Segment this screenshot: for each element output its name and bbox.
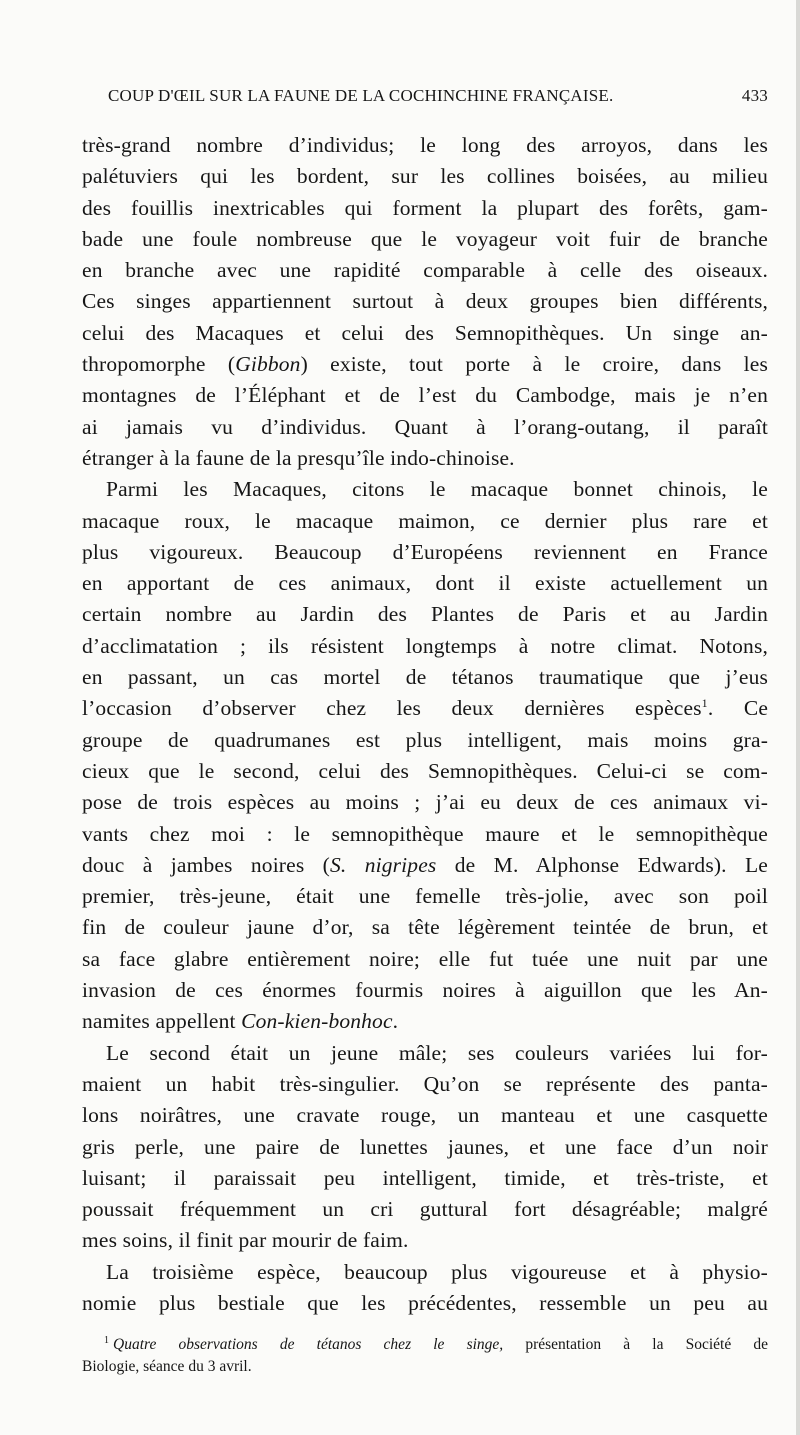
line-text: nomie plus bestiale que les précédentes, ressemble un peu au xyxy=(82,1290,768,1315)
text-line xyxy=(82,412,768,443)
line-text: mes soins, il finit par mourir de faim. xyxy=(82,1228,409,1253)
line-text: Le second était un jeune mâle; ses couleurs variées lui for- xyxy=(106,1040,768,1065)
text-line xyxy=(82,756,768,787)
line-text: cieux que le second, celui des Semnopithèques. Celui-ci se com- xyxy=(82,758,768,783)
line-text: Parmi les Macaques, citons le macaque bonnet chinois, le xyxy=(106,477,768,502)
text-line xyxy=(82,224,768,255)
line-text: thropomorphe ( xyxy=(82,352,236,377)
line-text: Ces singes appartiennent surtout à deux groupes bien différents, xyxy=(82,289,768,314)
text-line xyxy=(82,1163,768,1194)
italic-term: S. nigripes xyxy=(329,852,437,877)
text-line xyxy=(82,1069,768,1100)
line-text: poussait fréquemment un cri guttural fort désagréable; malgré xyxy=(82,1197,768,1222)
line-text: montagnes de l’Éléphant et de l’est du Cambodge, mais je n’en xyxy=(82,383,768,408)
line-text: macaque roux, le macaque maimon, ce dernier plus rare et xyxy=(82,508,768,533)
text-line xyxy=(82,568,768,599)
text-line xyxy=(82,130,768,161)
text-line xyxy=(82,349,768,380)
line-text: luisant; il paraissait peu intelligent, timide, et très-triste, et xyxy=(82,1165,768,1190)
italic-term: Con-kien-bonhoc xyxy=(241,1009,393,1034)
text-line xyxy=(82,725,768,756)
text-line xyxy=(82,161,768,192)
line-text: des fouillis inextricables qui forment la plupart des forêts, gam- xyxy=(82,195,768,220)
text-line xyxy=(82,1225,768,1256)
text-line xyxy=(82,1100,768,1131)
footnote-line xyxy=(82,1334,768,1356)
line-text: de M. Alphonse Edwards). Le xyxy=(436,852,768,877)
line-text: namites appellent xyxy=(82,1009,242,1034)
line-text: en apportant de ces animaux, dont il existe actuellement un xyxy=(82,571,768,596)
text-line xyxy=(82,255,768,286)
text-line xyxy=(82,474,768,505)
text-line xyxy=(82,537,768,568)
line-text: groupe de quadrumanes est plus intelligent, mais moins gra- xyxy=(82,727,768,752)
line-text: bade une foule nombreuse que le voyageur voit fuir de branche xyxy=(82,226,768,251)
line-text: . Ce xyxy=(707,696,769,721)
text-line xyxy=(82,1038,768,1069)
text-line xyxy=(82,662,768,693)
running-header xyxy=(82,86,768,118)
line-text: fin de couleur jaune d’or, sa tête légèrement teintée de brun, et xyxy=(82,915,768,940)
text-line xyxy=(82,193,768,224)
footnotes xyxy=(82,1334,768,1378)
running-title: COUP D'ŒIL SUR LA FAUNE DE LA COCHINCHINE FRANÇAISE. xyxy=(108,86,614,105)
line-text: certain nombre au Jardin des Plantes de Paris et au Jardin xyxy=(82,602,768,627)
line-text: plus vigoureux. Beaucoup d’Européens reviennent en France xyxy=(82,539,768,564)
line-text: ) existe, tout porte à le croire, dans les xyxy=(300,352,768,377)
text-line xyxy=(82,599,768,630)
line-text: lons noirâtres, une cravate rouge, un manteau et une casquette xyxy=(82,1103,768,1128)
footnote-text: Biologie, séance du 3 avril. xyxy=(82,1358,252,1376)
text-line xyxy=(82,787,768,818)
footnote-ref: 1 xyxy=(701,696,708,711)
line-text: étranger à la faune de la presqu’île indo-chinoise. xyxy=(82,445,515,470)
text-line xyxy=(82,318,768,349)
text-line xyxy=(82,850,768,881)
line-text: maient un habit très-singulier. Qu’on se représente des panta- xyxy=(82,1071,768,1096)
footnote-marker: 1 xyxy=(104,1335,109,1347)
text-line xyxy=(82,1257,768,1288)
text-line xyxy=(82,1288,768,1319)
text-line xyxy=(82,975,768,1006)
text-line xyxy=(82,819,768,850)
text-line xyxy=(82,693,768,724)
line-text: La troisième espèce, beaucoup plus vigoureuse et à physio- xyxy=(106,1259,768,1284)
text-line xyxy=(82,881,768,912)
line-text: en passant, un cas mortel de tétanos traumatique que j’eus xyxy=(82,665,768,690)
text-line xyxy=(82,631,768,662)
text-line xyxy=(82,1132,768,1163)
line-text: palétuviers qui les bordent, sur les collines boisées, au milieu xyxy=(82,164,768,189)
text-line xyxy=(82,1194,768,1225)
line-text: invasion de ces énormes fourmis noires à aiguillon que les An- xyxy=(82,978,768,1003)
line-text: très-grand nombre d’individus; le long des arroyos, dans les xyxy=(82,133,768,157)
text-line xyxy=(82,1006,768,1037)
line-text: l’occasion d’observer chez les deux dernières espèces xyxy=(82,696,702,721)
line-text: d’acclimatation ; ils résistent longtemps à notre climat. Notons, xyxy=(82,633,768,658)
text-line xyxy=(82,506,768,537)
text-line xyxy=(82,380,768,411)
text-line xyxy=(82,443,768,474)
line-text: sa face glabre entièrement noire; elle fut tuée une nuit par une xyxy=(82,946,768,971)
page-number: 433 xyxy=(741,86,768,105)
line-text: ai jamais vu d’individus. Quant à l’orang-outang, il paraît xyxy=(82,414,768,439)
italic-term: Gibbon xyxy=(235,352,301,377)
line-text: vants chez moi : le semnopithèque maure et le semnopithèque xyxy=(82,821,768,846)
line-text: . xyxy=(392,1009,399,1034)
text-line xyxy=(82,944,768,975)
footnote-line xyxy=(82,1356,768,1378)
footnote-italic: Quatre observations de tétanos chez le singe, xyxy=(113,1336,504,1354)
line-text: gris perle, une paire de lunettes jaunes, et une face d’un noir xyxy=(82,1134,768,1159)
body-text xyxy=(82,130,768,1319)
line-text: douc à jambes noires ( xyxy=(82,852,330,877)
text-line xyxy=(82,912,768,943)
line-text: pose de trois espèces au moins ; j’ai eu deux de ces animaux vi- xyxy=(82,790,768,815)
line-text: en branche avec une rapidité comparable à celle des oiseaux. xyxy=(82,258,768,283)
text-line xyxy=(82,286,768,317)
footnote-text: présentation à la Société de xyxy=(503,1336,769,1354)
line-text: premier, très-jeune, était une femelle très-jolie, avec son poil xyxy=(82,884,768,909)
line-text: celui des Macaques et celui des Semnopithèques. Un singe an- xyxy=(82,320,768,345)
